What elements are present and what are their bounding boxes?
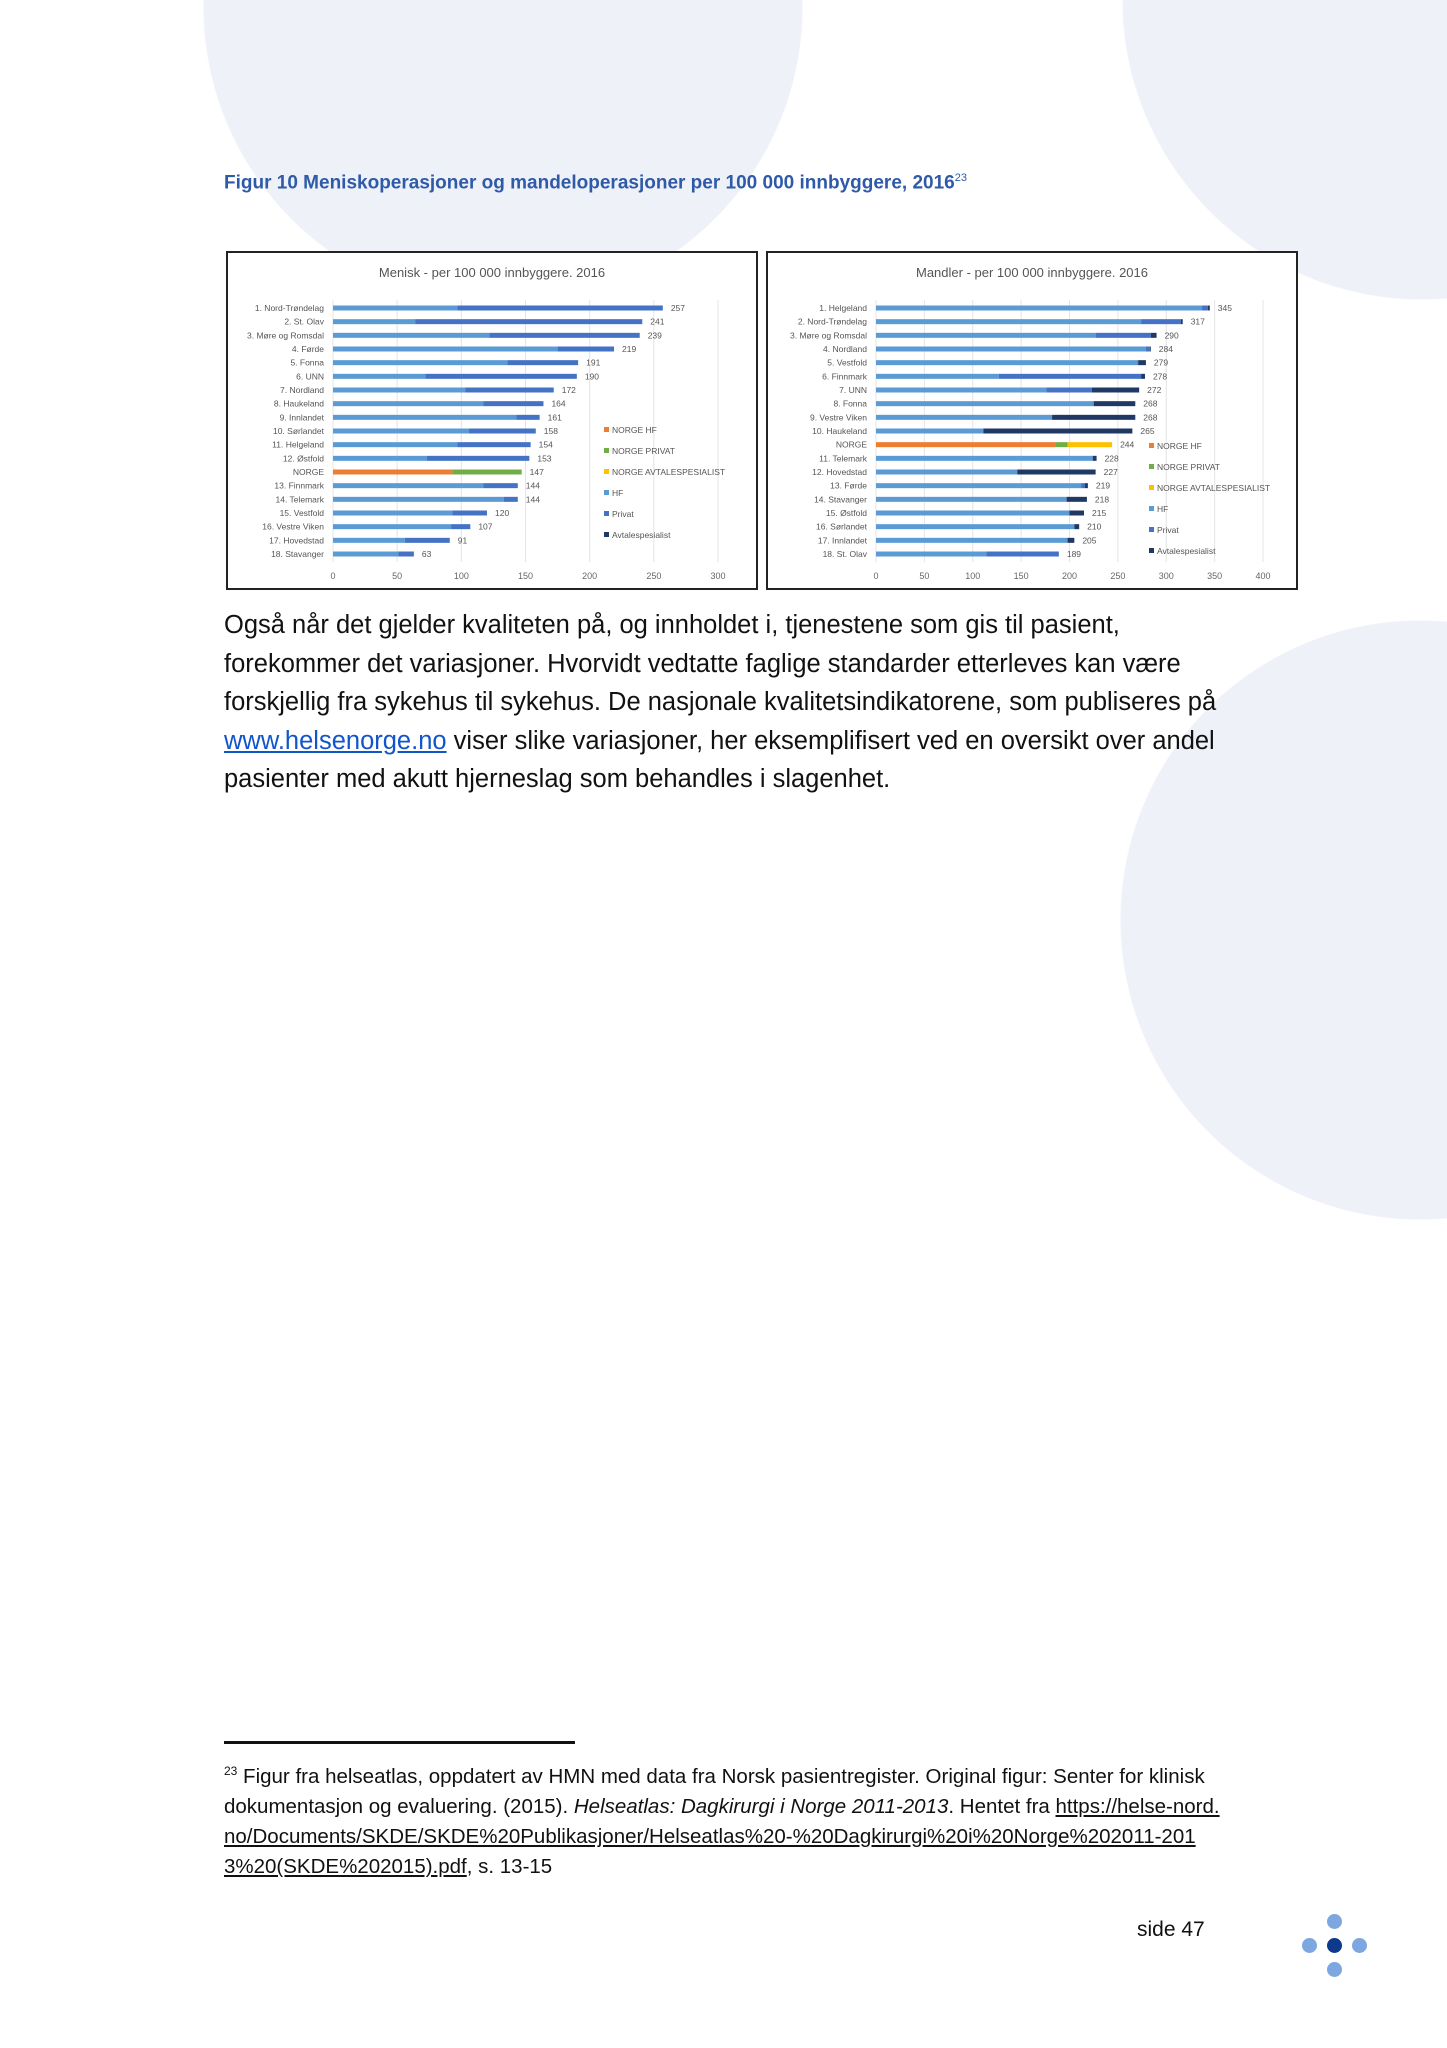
- category-label: 15. Vestfold: [279, 508, 324, 518]
- data-label: 91: [457, 535, 468, 546]
- footnote-text: , s. 13-15: [466, 1854, 553, 1878]
- bar-segment-hf: [333, 538, 405, 543]
- data-label: 144: [525, 494, 540, 505]
- bar-segment-privat: [457, 306, 662, 311]
- bar-segment-privat: [1137, 360, 1138, 365]
- x-tick-label: 400: [1255, 571, 1271, 581]
- bar-segment-hf: [333, 470, 452, 475]
- mandler-chart: [766, 251, 1298, 590]
- category-label: 8. Fonna: [833, 398, 867, 409]
- legend-swatch: [604, 532, 609, 537]
- data-label: 278: [1152, 371, 1168, 382]
- category-label: 2. Nord-Trøndelag: [797, 316, 867, 327]
- bar-segment-avtalespesialist: [1181, 319, 1183, 324]
- bar-segment-privat: [1056, 442, 1068, 447]
- bar-segment-privat: [483, 401, 543, 406]
- bar-segment-privat: [465, 388, 554, 393]
- bar-segment-privat: [415, 319, 642, 324]
- bar-segment-hf: [876, 552, 986, 557]
- bar-segment-privat: [425, 374, 576, 379]
- bar-segment-hf: [333, 360, 508, 365]
- bar-segment-hf: [876, 319, 1141, 324]
- bar-segment-hf: [876, 360, 1137, 365]
- footnote-title: Helseatlas: Dagkirurgi i Norge 2011-2013: [573, 1794, 949, 1818]
- bar-segment-avtalespesialist: [1067, 497, 1087, 502]
- x-tick-label: 200: [582, 571, 598, 581]
- bar-segment-hf: [876, 333, 1096, 338]
- bar-segment-hf: [333, 429, 469, 434]
- data-label: 190: [584, 371, 600, 382]
- legend-swatch: [604, 427, 609, 432]
- bar-segment-hf: [333, 347, 558, 352]
- bar-segment-hf: [876, 483, 1081, 488]
- bar-segment-hf: [333, 483, 483, 488]
- bar-segment-avtalespesialist: [1094, 401, 1136, 406]
- category-label: 5. Fonna: [290, 357, 324, 368]
- legend-swatch: [1149, 485, 1154, 490]
- bar-segment-avtalespesialist: [1151, 333, 1157, 338]
- category-label: 17. Innlandet: [817, 535, 867, 546]
- data-label: 144: [525, 480, 540, 491]
- legend-label: NORGE PRIVAT: [612, 446, 675, 456]
- x-tick-label: 0: [330, 571, 336, 581]
- x-tick-label: 150: [517, 571, 534, 581]
- bar-segment-hf: [876, 524, 1074, 529]
- bar-segment-privat: [999, 374, 1141, 379]
- data-label: 191: [586, 357, 601, 368]
- footnote-link[interactable]: https://helse-nord.no/Documents/SKDE/SKDE%20Publikasjoner/Helseatlas%20-%20Dagkirurgi%20i%20Norge%202011-2013%20(SKDE%202015).pdf: [224, 1794, 1220, 1878]
- category-label: 14. Stavanger: [814, 494, 867, 505]
- helsenorge-link[interactable]: www.helsenorge.no: [224, 726, 447, 755]
- data-label: 345: [1217, 303, 1232, 313]
- bar-segment-hf: [333, 497, 504, 502]
- legend-label: Avtalespesialist: [612, 530, 671, 540]
- category-label: 1. Nord-Trøndelag: [254, 303, 324, 313]
- data-label: 219: [1095, 480, 1111, 491]
- bar-segment-hf: [876, 470, 1017, 475]
- chart-title: Mandler - per 100 000 innbyggere. 2016: [916, 265, 1148, 280]
- bar-segment-privat: [504, 497, 518, 502]
- category-label: 13. Finnmark: [274, 480, 324, 491]
- bar-segment-hf: [876, 306, 1202, 311]
- category-label: NORGE: [835, 439, 867, 450]
- bar-segment-privat: [1202, 306, 1208, 311]
- data-label: 239: [647, 330, 662, 341]
- bar-segment-hf: [876, 415, 1052, 420]
- data-label: 268: [1143, 412, 1158, 423]
- legend-swatch: [604, 469, 609, 474]
- bar-segment-hf: [333, 374, 425, 379]
- legend-label: NORGE HF: [612, 425, 657, 435]
- x-tick-label: 50: [919, 571, 930, 581]
- category-label: 7. UNN: [839, 385, 867, 395]
- bar-segment-privat: [451, 524, 470, 529]
- bar-segment-hf: [333, 511, 452, 516]
- legend-label: NORGE AVTALESPESIALIST: [1157, 483, 1271, 493]
- figure-title-text: Figur 10 Meniskoperasjoner og mandeloperasjoner per 100 000 innbyggere, 2016: [224, 172, 955, 194]
- footnote-ref[interactable]: 23: [954, 172, 967, 184]
- data-label: 268: [1143, 398, 1158, 409]
- category-label: 6. UNN: [296, 371, 324, 382]
- bar-segment-hf: [876, 497, 1067, 502]
- bar-segment-hf: [876, 388, 1046, 393]
- bar-segment-privat: [558, 347, 614, 352]
- data-label: 284: [1158, 344, 1173, 354]
- data-label: 279: [1153, 357, 1169, 368]
- legend-label: NORGE AVTALESPESIALIST: [612, 467, 726, 477]
- category-label: 6. Finnmark: [822, 371, 867, 382]
- footnote-divider: [224, 1741, 575, 1744]
- category-label: 16. Vestre Viken: [262, 521, 324, 532]
- x-tick-label: 0: [873, 571, 879, 581]
- legend-swatch: [1149, 548, 1154, 553]
- category-label: 18. Stavanger: [271, 549, 324, 559]
- data-label: 244: [1120, 439, 1135, 450]
- bar-segment-hf: [876, 511, 1070, 516]
- category-label: NORGE: [292, 467, 324, 477]
- bar-segment-hf: [333, 333, 490, 338]
- bar-segment-avtalespesialist: [1017, 470, 1095, 475]
- data-label: 317: [1190, 316, 1205, 327]
- legend-label: HF: [612, 488, 624, 498]
- x-tick-label: 300: [1158, 571, 1174, 581]
- bar-segment-hf: [333, 401, 483, 406]
- legend-swatch: [604, 448, 609, 453]
- legend-label: NORGE HF: [1157, 441, 1202, 451]
- x-tick-label: 100: [965, 571, 981, 581]
- data-label: 172: [561, 385, 576, 395]
- x-tick-label: 150: [1013, 571, 1029, 581]
- category-label: 10. Sørlandet: [272, 426, 324, 436]
- bar-segment-avtalespesialist: [1093, 456, 1097, 461]
- figure-title: [224, 172, 967, 194]
- category-label: 4. Nordland: [823, 344, 867, 354]
- bar-segment-avtalespesialist: [1068, 442, 1113, 447]
- data-label: 205: [1082, 535, 1097, 546]
- legend-label: Avtalespesialist: [1157, 546, 1216, 556]
- bar-segment-avtalespesialist: [1052, 415, 1135, 420]
- footnote-number: 23: [224, 1764, 238, 1778]
- bar-segment-hf: [333, 306, 457, 311]
- bar-segment-hf: [333, 524, 451, 529]
- category-label: 1. Helgeland: [819, 303, 867, 313]
- data-label: 257: [670, 303, 686, 313]
- data-label: 153: [537, 453, 552, 464]
- bar-segment-privat: [452, 511, 487, 516]
- bar-segment-privat: [1046, 388, 1091, 393]
- bar-segment-avtalespesialist: [1138, 360, 1146, 365]
- x-tick-label: 250: [1110, 571, 1126, 581]
- data-label: 154: [538, 439, 553, 450]
- category-label: 14. Telemark: [275, 494, 324, 505]
- chart-title: Menisk - per 100 000 innbyggere. 2016: [378, 265, 606, 280]
- data-label: 215: [1092, 508, 1107, 518]
- legend-swatch: [1149, 443, 1154, 448]
- category-label: 16. Sørlandet: [815, 521, 867, 532]
- bar-segment-privat: [517, 415, 540, 420]
- bar-segment-hf: [876, 401, 1094, 406]
- category-label: 2. St. Olav: [284, 316, 324, 327]
- category-label: 17. Hovedstad: [269, 535, 324, 546]
- bar-segment-privat: [427, 456, 530, 461]
- legend-swatch: [1149, 527, 1154, 532]
- bar-segment-privat: [452, 470, 521, 475]
- bar-segment-hf: [333, 442, 457, 447]
- data-label: 241: [650, 316, 665, 327]
- data-label: 63: [421, 549, 432, 559]
- data-label: 107: [478, 521, 493, 532]
- legend-label: Privat: [1157, 525, 1179, 535]
- x-tick-label: 350: [1207, 571, 1223, 581]
- bar-segment-avtalespesialist: [1085, 483, 1088, 488]
- data-label: 147: [529, 467, 544, 477]
- category-label: 5. Vestfold: [827, 357, 867, 368]
- category-label: 11. Telemark: [819, 453, 867, 464]
- data-label: 189: [1066, 549, 1082, 559]
- bar-segment-hf: [876, 442, 1056, 447]
- bar-segment-privat: [469, 429, 536, 434]
- bar-segment-privat: [457, 442, 530, 447]
- category-label: 8. Haukeland: [273, 398, 324, 409]
- bar-segment-privat: [1096, 333, 1151, 338]
- data-label: 210: [1087, 521, 1102, 532]
- category-label: 4. Førde: [291, 344, 324, 354]
- bar-segment-hf: [876, 429, 983, 434]
- data-label: 120: [495, 508, 510, 518]
- bar-segment-hf: [333, 456, 427, 461]
- bar-segment-hf: [876, 347, 1146, 352]
- legend-swatch: [604, 490, 609, 495]
- bar-segment-privat: [1141, 319, 1181, 324]
- bar-segment-avtalespesialist: [1068, 538, 1075, 543]
- legend-label: NORGE PRIVAT: [1157, 462, 1220, 472]
- legend-label: Privat: [612, 509, 634, 519]
- bar-segment-privat: [1081, 483, 1085, 488]
- bar-segment-avtalespesialist: [1141, 374, 1145, 379]
- bar-segment-hf: [876, 374, 999, 379]
- data-label: 272: [1147, 385, 1162, 395]
- bar-segment-hf: [333, 319, 415, 324]
- bar-segment-avtalespesialist: [1092, 388, 1139, 393]
- category-label: 18. St. Olav: [822, 549, 867, 559]
- bar-segment-avtalespesialist: [1074, 524, 1079, 529]
- menisk-chart: [226, 251, 758, 590]
- category-label: 7. Nordland: [280, 385, 324, 395]
- category-label: 15. Østfold: [825, 508, 867, 518]
- bar-segment-privat: [1146, 347, 1150, 352]
- footnote: [224, 1756, 1224, 1882]
- x-tick-label: 300: [710, 571, 726, 581]
- bar-segment-privat: [986, 552, 1059, 557]
- bar-segment-privat: [405, 538, 450, 543]
- bar-segment-hf: [333, 415, 517, 420]
- category-label: 11. Helgeland: [272, 439, 324, 450]
- data-label: 227: [1103, 467, 1118, 477]
- bar-segment-avtalespesialist: [983, 429, 1132, 434]
- category-label: 10. Haukeland: [812, 426, 867, 436]
- category-label: 9. Vestre Viken: [809, 412, 867, 423]
- bar-segment-hf: [876, 456, 1093, 461]
- data-label: 265: [1140, 426, 1155, 436]
- x-tick-label: 50: [392, 571, 403, 581]
- data-label: 218: [1094, 494, 1110, 505]
- page-number: side 47: [1137, 1918, 1205, 1941]
- legend-label: HF: [1157, 504, 1169, 514]
- bar-segment-avtalespesialist: [1150, 347, 1151, 352]
- legend-swatch: [1149, 464, 1154, 469]
- x-tick-label: 100: [453, 571, 469, 581]
- category-label: 12. Hovedstad: [812, 467, 867, 477]
- footnote-text: . Hentet fra: [948, 1794, 1056, 1818]
- bar-segment-privat: [483, 483, 518, 488]
- data-label: 164: [551, 398, 566, 409]
- bar-segment-hf: [876, 538, 1068, 543]
- x-tick-label: 200: [1061, 571, 1078, 581]
- body-paragraph: [224, 606, 1224, 799]
- category-label: 13. Førde: [830, 480, 867, 491]
- x-tick-label: 250: [646, 571, 662, 581]
- bar-segment-hf: [333, 388, 465, 393]
- category-label: 3. Møre og Romsdal: [790, 330, 867, 341]
- bar-segment-privat: [508, 360, 579, 365]
- data-label: 158: [543, 426, 558, 436]
- bar-segment-privat: [398, 552, 413, 557]
- category-label: 12. Østfold: [282, 453, 324, 464]
- category-label: 3. Møre og Romsdal: [247, 330, 324, 341]
- bar-segment-hf: [333, 552, 398, 557]
- body-text: viser slike variasjoner, her eksemplifisert ved en oversikt over andel pasienter med akutt hjerneslag som behandles i slagenhet.: [224, 726, 1215, 793]
- bar-segment-avtalespesialist: [1208, 306, 1210, 311]
- footnote-text: Figur fra helseatlas, oppdatert av HMN med data fra Norsk pasientregister. Original figur: Senter for klinisk dokumentasjon og evaluering. (2015).: [224, 1764, 1205, 1818]
- category-label: 9. Innlandet: [279, 412, 324, 423]
- data-label: 219: [622, 344, 637, 354]
- bar-segment-avtalespesialist: [1070, 511, 1085, 516]
- data-label: 228: [1104, 453, 1119, 464]
- legend-swatch: [604, 511, 609, 516]
- legend-swatch: [1149, 506, 1154, 511]
- body-text: Også når det gjelder kvaliteten på, og innholdet i, tjenestene som gis til pasient, forekommer det variasjoner. Hvorvidt vedtatte faglige standarder etterleves kan være forskjellig fra sykehus til sykehus. De nasjonale kvalitetsindikatorene, som publiseres på: [224, 611, 1217, 716]
- data-label: 290: [1164, 330, 1179, 341]
- data-label: 161: [547, 412, 562, 423]
- bar-segment-privat: [490, 333, 640, 338]
